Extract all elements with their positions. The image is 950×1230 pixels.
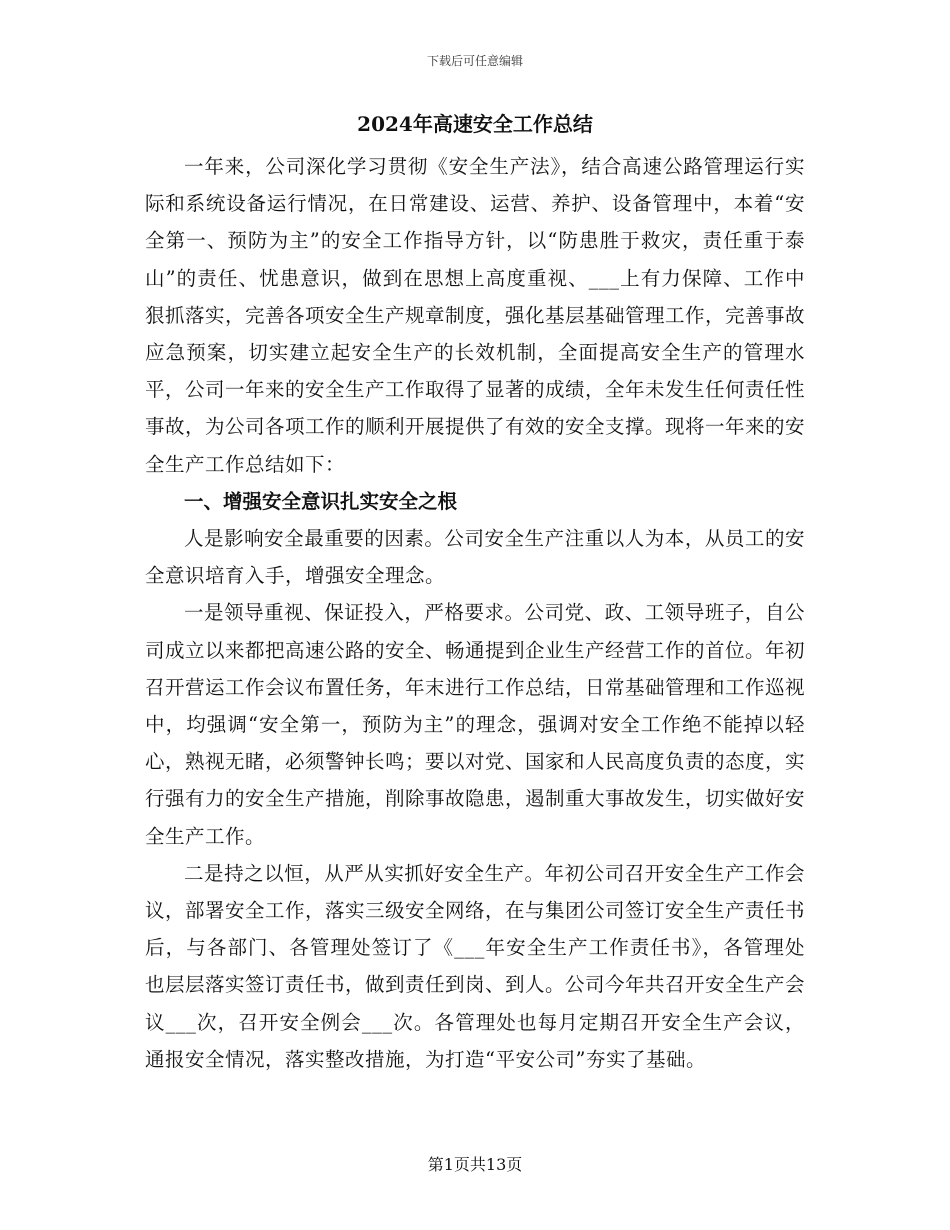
page-number: 第1页共13页 xyxy=(427,1155,523,1174)
page-header-note: 下载后可任意编辑 xyxy=(426,54,523,68)
document-title: 2024年高速安全工作总结 xyxy=(357,112,593,136)
section-heading-1: 一、增强安全意识扎实安全之根 xyxy=(184,489,458,513)
paragraph-point-1: 一是领导重视、保证投入，严格要求。公司党、政、工领导班子，自公司成立以来都把高速公路的安全、畅通提到企业生产经营工作的首位。年初召开营运工作会议布置任务，年末进行工作总结，日常基础管理和工作巡视中，均强调“安全第一，预防为主”的理念，强调对安全工作绝不能掉以轻心，熟视无睹，必须警钟长鸣；要以对党、国家和人民高度负责的态度，实行强有力的安全生产措施，削除事故隐患，遏制重大事故发生，切实做好安全生产工作。 xyxy=(145,601,806,848)
document-body xyxy=(145,108,805,1078)
paragraph-intro: 一年来，公司深化学习贯彻《安全生产法》，结合高速公路管理运行实际和系统设备运行情况，在日常建设、运营、养护、设备管理中，本着“安全第一、预防为主”的安全工作指导方针，以“防患胜于救灾，责任重于泰山”的责任、忧患意识，做到在思想上高度重视、___上有力保障、工作中狠抓落实，完善各项安全生产规章制度，强化基层基础管理工作，完善事故应急预案，切实建立起安全生产的长效机制，全面提高安全生产的管理水平，公司一年来的安全生产工作取得了显著的成绩，全年未发生任何责任性事故，为公司各项工作的顺利开展提供了有效的安全支撑。现将一年来的安全生产工作总结如下： xyxy=(145,155,806,476)
paragraph-section-intro: 人是影响安全最重要的因素。公司安全生产注重以人为本，从员工的安全意识培育入手，增强安全理念。 xyxy=(145,527,805,588)
paragraph-point-2: 二是持之以恒，从严从实抓好安全生产。年初公司召开安全生产工作会议，部署安全工作，落实三级安全网络，在与集团公司签订安全生产责任书后，与各部门、各管理处签订了《___年安全生产工作责任书》，各管理处也层层落实签订责任书，做到责任到岗、到人。公司今年共召开安全生产会议___次，召开安全例会___次。各管理处也每月定期召开安全生产会议，通报安全情况，落实整改措施，为打造“平安公司”夯实了基础。 xyxy=(145,861,806,1071)
